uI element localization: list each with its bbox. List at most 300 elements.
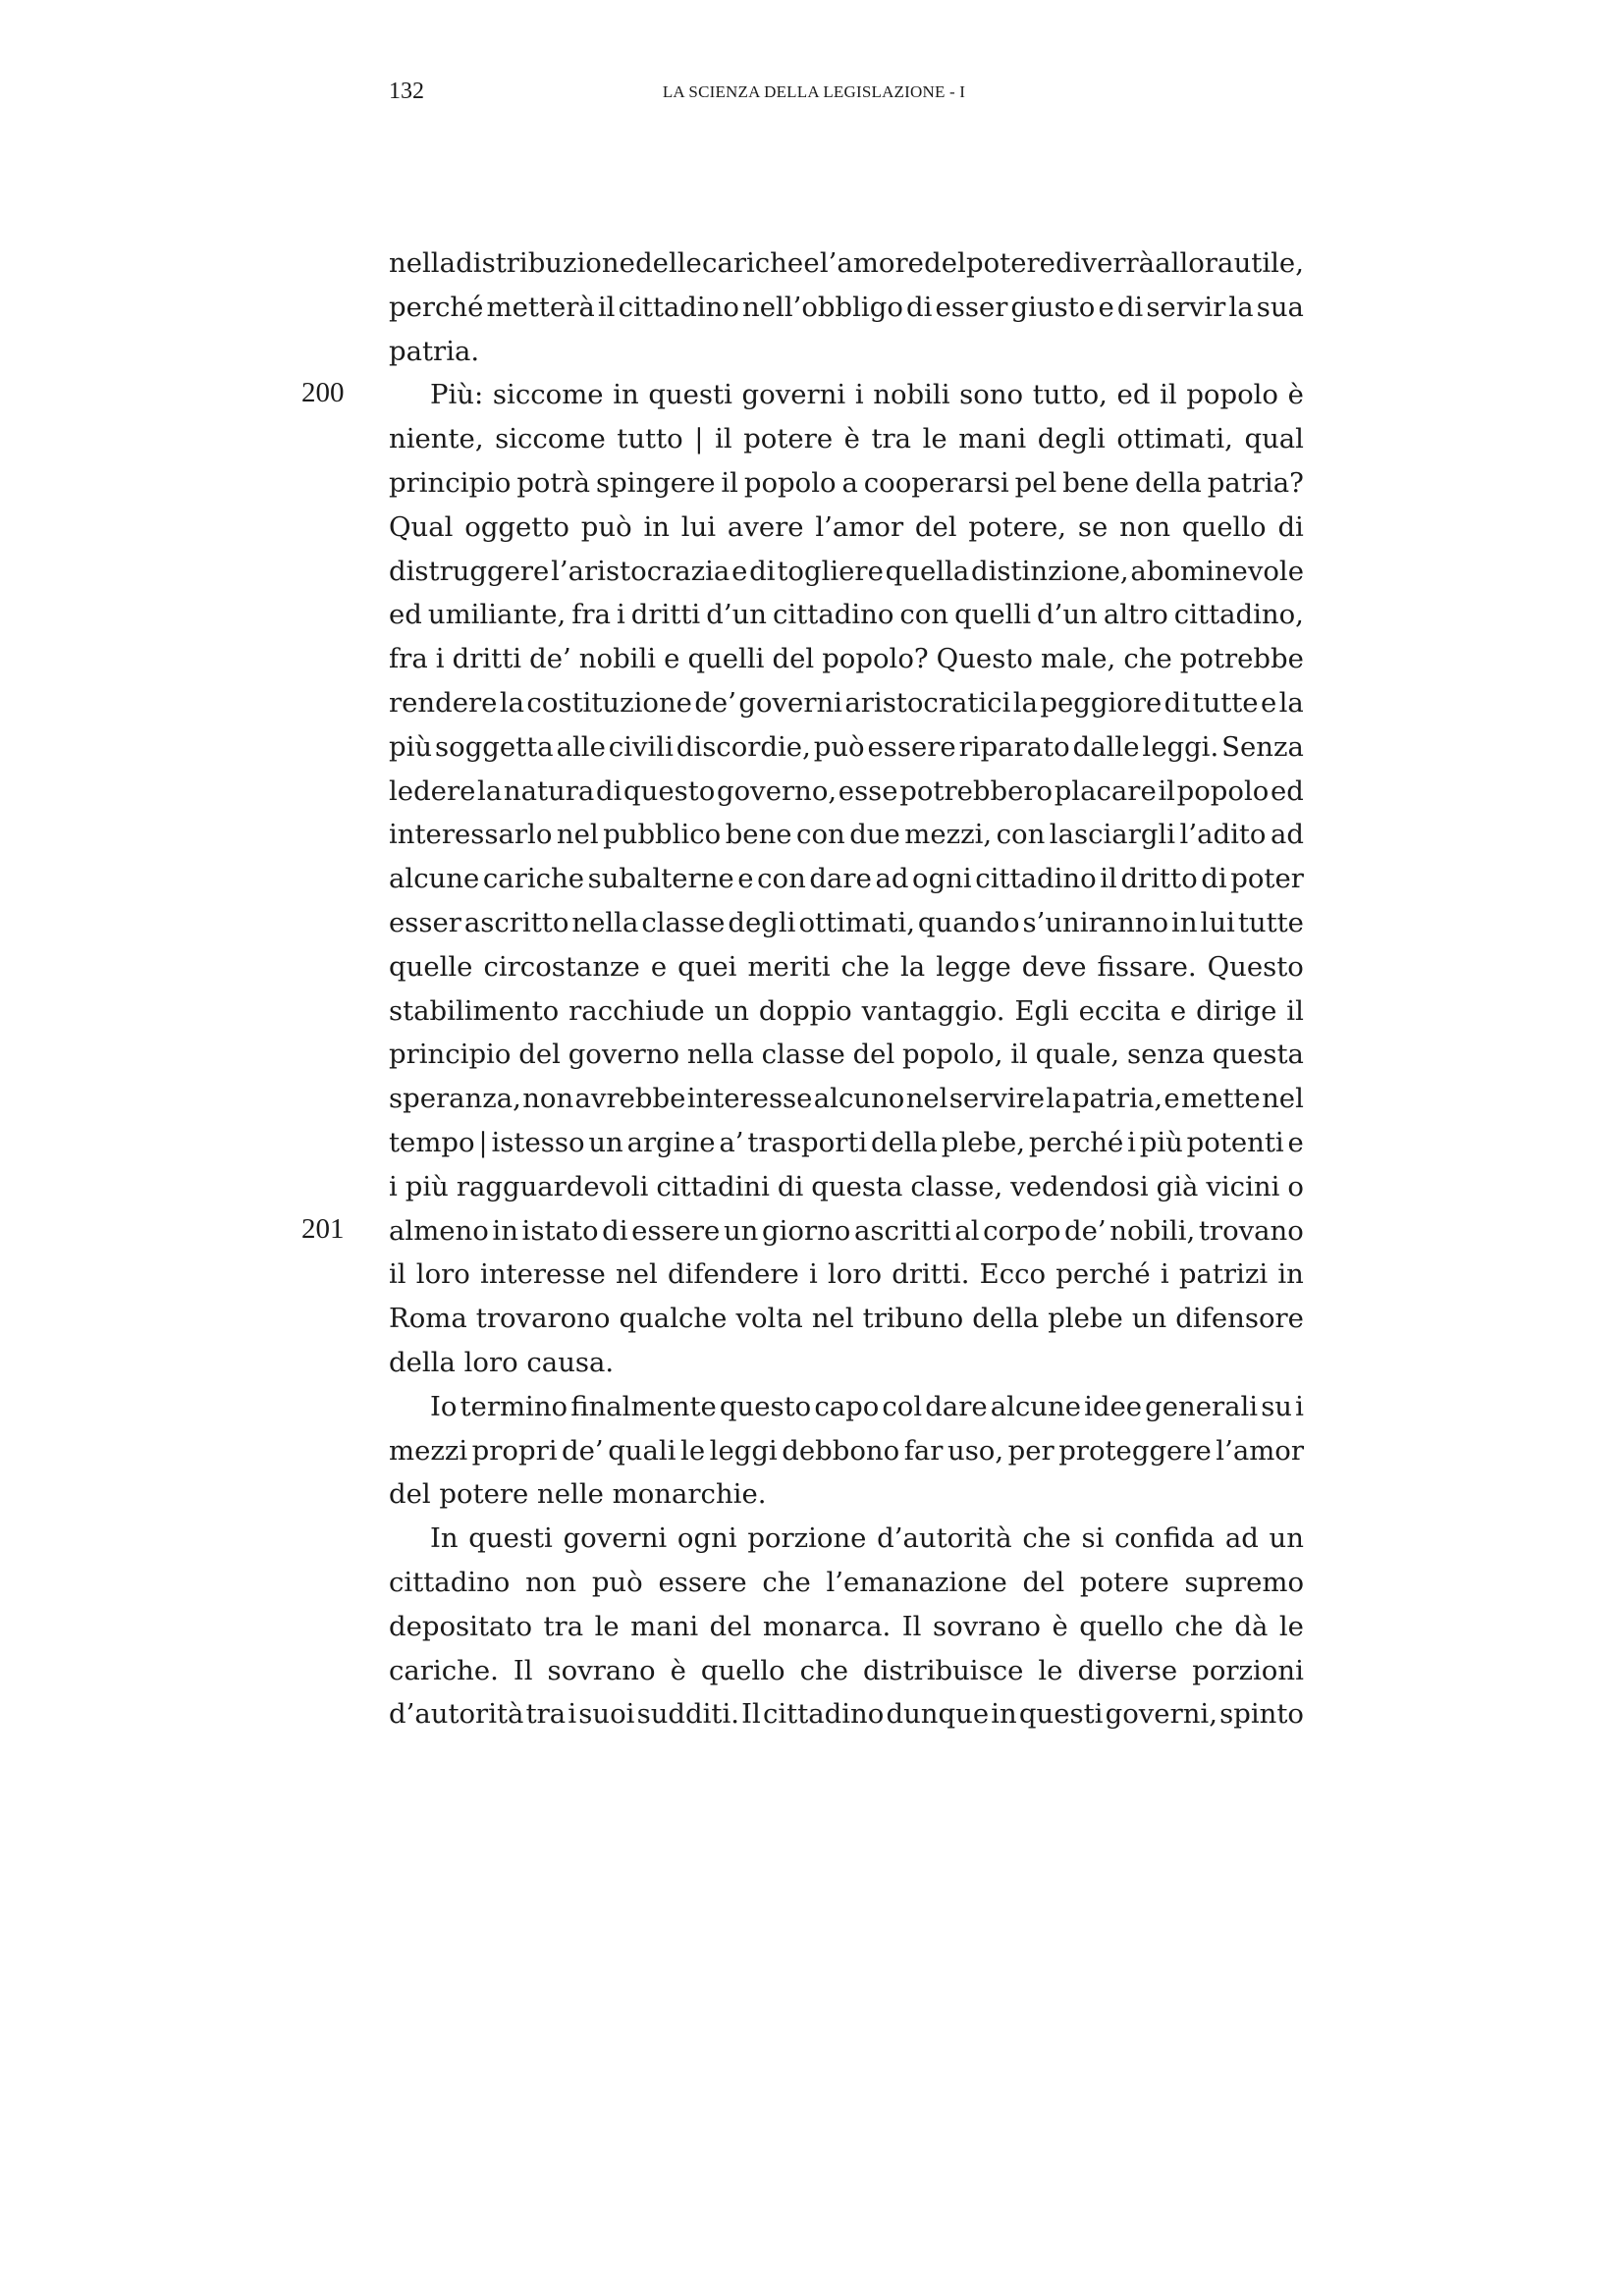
word: cittadini <box>656 1170 770 1202</box>
line-text: della loro causa. <box>389 1346 615 1378</box>
word: nobili <box>578 643 657 675</box>
text-line <box>389 1429 1304 1473</box>
word: se <box>1077 510 1109 543</box>
word: in <box>613 379 639 411</box>
text-line <box>389 725 1304 770</box>
word: supremo <box>1184 1566 1304 1598</box>
word: diverrà <box>1055 247 1156 279</box>
page-number: 132 <box>389 79 424 104</box>
word: quelli <box>687 643 765 675</box>
word: sua <box>1256 291 1304 323</box>
word: stabilimento <box>389 994 560 1027</box>
word: la <box>1046 1083 1071 1115</box>
word: riparato <box>958 730 1070 763</box>
word: quello <box>1181 510 1267 543</box>
word: distinzione, <box>971 555 1129 587</box>
word: ledere <box>389 774 476 807</box>
word: e <box>1163 1083 1180 1115</box>
word: volta <box>735 1303 803 1335</box>
word: di <box>1201 863 1227 895</box>
word: mani <box>630 1610 699 1642</box>
word: difensore <box>1175 1303 1304 1335</box>
word: dritti. <box>892 1258 970 1291</box>
word: del <box>914 510 957 543</box>
word: a <box>841 466 858 499</box>
word: sudditi. <box>636 1698 740 1731</box>
word: classe, <box>910 1170 1003 1202</box>
word: interessarlo <box>389 819 553 851</box>
word: | <box>478 1126 488 1158</box>
word: col <box>882 1390 923 1422</box>
word: popolo? <box>822 643 929 675</box>
word: lasciargli <box>1049 819 1176 851</box>
word: i <box>1160 1258 1169 1291</box>
word: due <box>849 819 900 851</box>
word: non <box>522 1083 574 1115</box>
word: questa <box>811 1170 903 1202</box>
word: in <box>1277 1258 1304 1291</box>
word: governi <box>741 379 846 411</box>
word: Roma <box>389 1303 467 1335</box>
word: i <box>1295 1390 1304 1422</box>
running-title: LA SCIENZA DELLA LEGISLAZIONE - I <box>662 82 966 101</box>
word: per <box>1007 1434 1055 1467</box>
word: metterà <box>486 291 595 323</box>
text-line <box>389 1077 1304 1121</box>
word: potenti <box>1186 1126 1284 1158</box>
word: principio <box>389 1039 512 1071</box>
word: cittadino, <box>1173 599 1304 631</box>
word: del <box>924 247 966 279</box>
word: che <box>799 1654 848 1686</box>
word: i <box>809 1258 818 1291</box>
word: ad <box>1270 819 1304 851</box>
word: far <box>903 1434 944 1467</box>
word: del <box>852 1039 895 1071</box>
word: della <box>1134 466 1202 499</box>
word: cittadino <box>618 291 739 323</box>
text-line <box>389 1121 1304 1165</box>
word: l’adito <box>1179 819 1267 851</box>
word: essere <box>631 1214 721 1247</box>
word: dritto <box>1120 863 1198 895</box>
text-line <box>389 1561 1304 1605</box>
word: distribuzione <box>456 247 635 279</box>
text-line <box>389 330 1304 374</box>
word: rendere <box>389 686 498 719</box>
text-line <box>389 770 1304 814</box>
word: giusto <box>1010 291 1096 323</box>
word: potere <box>966 247 1055 279</box>
word: è <box>843 423 860 455</box>
word: nobili, <box>1109 1214 1196 1247</box>
word: dritti <box>452 643 522 675</box>
word: alcune <box>990 1390 1081 1422</box>
word: ascritto <box>463 906 569 938</box>
word: il <box>1100 863 1117 895</box>
word: la <box>900 950 926 983</box>
word: costituzione <box>526 686 692 719</box>
text-line <box>389 373 1304 417</box>
word: questi <box>1018 1698 1104 1731</box>
text-line <box>389 1033 1304 1077</box>
text-line <box>389 901 1304 945</box>
word: togliere <box>777 555 884 587</box>
text-line <box>389 1517 1304 1561</box>
word: questi <box>648 379 732 411</box>
word: circostanze <box>483 950 640 983</box>
word: poter <box>1230 863 1304 895</box>
word: servire <box>948 1083 1046 1115</box>
word: le <box>1038 1654 1063 1686</box>
word: de’ <box>694 686 736 719</box>
word: finalmente <box>570 1390 717 1422</box>
word: in <box>1171 906 1198 938</box>
word: peggiore <box>1040 686 1163 719</box>
word: fra <box>389 643 428 675</box>
word: qualche <box>619 1303 728 1335</box>
word: cittadino <box>762 1698 885 1731</box>
word: porzione <box>747 1522 867 1555</box>
word: quello <box>700 1654 785 1686</box>
word: i <box>389 1170 398 1202</box>
word: Qual <box>389 510 454 543</box>
word: giorno <box>762 1214 851 1247</box>
word: in <box>991 1698 1017 1731</box>
word: racchiude <box>568 994 705 1027</box>
text-line <box>389 1297 1304 1341</box>
word: de’ <box>562 1434 604 1467</box>
word: il <box>715 423 732 455</box>
word: subalterne <box>587 863 734 895</box>
word: servir <box>1146 291 1226 323</box>
word: cittadino <box>773 599 894 631</box>
word: e <box>1260 686 1277 719</box>
word: plebe, <box>941 1126 1026 1158</box>
word: dritti <box>630 599 701 631</box>
word: un <box>1131 1303 1167 1335</box>
word: distribuisce <box>862 1654 1024 1686</box>
word: cariche <box>702 247 804 279</box>
word: altro <box>1103 599 1168 631</box>
word: l’emanazione <box>826 1566 1007 1598</box>
word: discordie, <box>676 730 811 763</box>
word: un <box>723 1214 759 1247</box>
word: sovrano <box>932 1610 1041 1642</box>
word: è <box>1052 1610 1068 1642</box>
word: con <box>796 819 845 851</box>
word: la <box>499 686 525 719</box>
word: bene <box>1062 466 1130 499</box>
text-line <box>389 1209 1304 1254</box>
text-line <box>389 813 1304 857</box>
text-line <box>389 417 1304 461</box>
word: con <box>757 863 806 895</box>
word: leggi <box>709 1434 778 1467</box>
word: monarca. <box>762 1610 892 1642</box>
word: non <box>525 1566 577 1598</box>
word: bene <box>725 819 792 851</box>
word: quelle <box>389 950 473 983</box>
word: un <box>1269 1522 1304 1555</box>
word: istato <box>521 1214 599 1247</box>
text-line <box>389 461 1304 506</box>
word: umiliante, <box>427 599 567 631</box>
word: il <box>1158 774 1175 807</box>
word: civili <box>608 730 674 763</box>
word: più <box>405 1170 449 1202</box>
word: è <box>1287 379 1304 411</box>
word: dirige <box>1196 994 1277 1027</box>
word: di <box>1163 686 1191 719</box>
word: perché <box>389 291 484 323</box>
word: di <box>1116 291 1144 323</box>
word: e <box>664 643 680 675</box>
word: quali <box>608 1434 676 1467</box>
word: del <box>518 1039 561 1071</box>
word: è <box>670 1654 686 1686</box>
word: mani <box>958 423 1027 455</box>
word: può <box>591 1566 643 1598</box>
word: esser <box>389 906 461 938</box>
word: nel <box>615 1258 658 1291</box>
word: difendere <box>667 1258 799 1291</box>
word: d’autorità <box>389 1698 524 1731</box>
body-text <box>389 241 1304 1736</box>
word: natura <box>503 774 595 807</box>
word: tra <box>525 1698 567 1731</box>
word: ad <box>1224 1522 1259 1555</box>
word: ogni <box>912 863 972 895</box>
text-line <box>389 1649 1304 1693</box>
word: alcune <box>389 863 480 895</box>
text-line <box>389 550 1304 594</box>
word: su <box>1261 1390 1293 1422</box>
word: lui <box>680 510 717 543</box>
word: di <box>1277 510 1304 543</box>
word: con <box>996 819 1046 851</box>
word: pubblico <box>603 819 722 851</box>
word: tutto, <box>1032 379 1108 411</box>
word: interesse <box>686 1083 813 1115</box>
text-line <box>389 506 1304 550</box>
word: di <box>602 1214 628 1247</box>
word: governi, <box>1105 1698 1217 1731</box>
text-line <box>389 857 1304 901</box>
word: esser <box>935 291 1008 323</box>
word: vicini <box>1206 1170 1280 1202</box>
text-line <box>389 1472 1304 1517</box>
word: tribuno <box>862 1303 964 1335</box>
word: trovarono <box>475 1303 611 1335</box>
word: suoi <box>578 1698 635 1731</box>
word: che <box>1123 643 1172 675</box>
margin-number: 200 <box>301 377 345 409</box>
text-line <box>389 945 1304 989</box>
word: di <box>595 774 622 807</box>
word: trovano <box>1198 1214 1304 1247</box>
word: patrizi <box>1178 1258 1269 1291</box>
word: sovrano <box>547 1654 656 1686</box>
word: del <box>772 643 815 675</box>
text-line <box>389 1692 1304 1736</box>
word: ottimati, <box>1116 423 1233 455</box>
word: con <box>899 599 949 631</box>
text-line <box>389 286 1304 330</box>
word: già <box>1156 1170 1199 1202</box>
word: l’aristocrazia <box>551 555 730 587</box>
word: cariche <box>482 863 585 895</box>
word: di <box>777 1170 804 1202</box>
word: quando <box>917 906 1020 938</box>
word: aristocratici <box>844 686 1011 719</box>
word: Senza <box>1221 730 1304 763</box>
word: questi <box>468 1522 553 1555</box>
word: ad <box>875 863 909 895</box>
word: l’amor <box>815 510 904 543</box>
word: e <box>803 247 820 279</box>
word: questa <box>1212 1039 1304 1071</box>
word: dare <box>809 863 872 895</box>
word: governi <box>738 686 842 719</box>
word: istesso <box>491 1126 585 1158</box>
word: questo <box>719 1390 812 1422</box>
word: oggetto <box>464 510 569 543</box>
word: generali <box>1145 1390 1259 1422</box>
word: almeno <box>389 1214 489 1247</box>
word: essere <box>867 730 956 763</box>
word: allora <box>1155 247 1234 279</box>
word: nella <box>389 247 456 279</box>
word: speranza, <box>389 1083 521 1115</box>
word: essere <box>658 1566 747 1598</box>
word: Il <box>901 1610 922 1642</box>
word: s’uniranno <box>1022 906 1169 938</box>
word: ottimati, <box>798 906 915 938</box>
word: e <box>737 863 754 895</box>
word: i <box>568 1698 577 1731</box>
word: placare <box>1054 774 1157 807</box>
word: fra <box>571 599 611 631</box>
word: depositato <box>389 1610 532 1642</box>
word: potrebbe <box>1179 643 1304 675</box>
text-line <box>389 989 1304 1034</box>
word: popolo, <box>902 1039 1003 1071</box>
word: le <box>680 1434 706 1467</box>
word: potrebbero <box>899 774 1054 807</box>
word: proteggere <box>1058 1434 1212 1467</box>
word: al <box>954 1214 980 1247</box>
word: e <box>731 555 748 587</box>
word: d’un <box>706 599 768 631</box>
text-line <box>389 1341 1304 1385</box>
word: quei <box>677 950 737 983</box>
word: il <box>1010 1039 1028 1071</box>
word: tra <box>871 423 912 455</box>
word: patria, <box>1071 1083 1163 1115</box>
word: mezzi <box>389 1434 468 1467</box>
word: lui <box>1200 906 1235 938</box>
word: meriti <box>747 950 831 983</box>
word: cooperarsi <box>863 466 1009 499</box>
word: di <box>749 555 776 587</box>
word: si <box>1081 1522 1105 1555</box>
word: fissare. <box>1097 950 1197 983</box>
word: il <box>597 291 616 323</box>
word: alle <box>556 730 606 763</box>
word: dunque <box>886 1698 990 1731</box>
word: della <box>871 1126 938 1158</box>
word: uso, <box>947 1434 1004 1467</box>
word: de’ <box>1064 1214 1107 1247</box>
word: eccita <box>1078 994 1161 1027</box>
word: e <box>1098 291 1114 323</box>
word: che <box>1174 1610 1223 1642</box>
word: la <box>1012 686 1038 719</box>
margin-number: 201 <box>301 1212 345 1245</box>
word: dalle <box>1072 730 1140 763</box>
word: qual <box>1244 423 1304 455</box>
word: classe <box>641 906 726 938</box>
word: popolo <box>743 466 837 499</box>
word: debbono <box>782 1434 900 1467</box>
word: tempo <box>389 1126 475 1158</box>
word: loro <box>415 1258 470 1291</box>
word: tutto <box>617 423 683 455</box>
word: e <box>1169 994 1187 1027</box>
word: pel <box>1014 466 1057 499</box>
word: degli <box>728 906 796 938</box>
word: nel <box>905 1083 948 1115</box>
word: spingere <box>595 466 716 499</box>
word: il <box>721 466 738 499</box>
word: mette <box>1181 1083 1261 1115</box>
word: i <box>435 643 445 675</box>
word: il <box>1286 994 1304 1027</box>
word: classe <box>761 1039 845 1071</box>
word: ed <box>1270 774 1304 807</box>
word: che <box>840 950 891 983</box>
text-line <box>389 1605 1304 1649</box>
word: tutte <box>1237 906 1304 938</box>
word: Il <box>741 1698 761 1731</box>
word: nella <box>571 906 639 938</box>
word: cittadino <box>975 863 1097 895</box>
word: | <box>694 423 704 455</box>
word: sono <box>959 379 1024 411</box>
word: a’ <box>719 1126 744 1158</box>
word: tutte <box>1192 686 1259 719</box>
word: potere <box>1079 1566 1169 1598</box>
word: dare <box>925 1390 988 1422</box>
text-line <box>389 593 1304 637</box>
word: cittadino <box>389 1566 511 1598</box>
word: delle <box>635 247 702 279</box>
word: utile, <box>1233 247 1304 279</box>
word: patria? <box>1207 466 1304 499</box>
word: cariche. <box>389 1654 499 1686</box>
word: perché <box>1055 1258 1151 1291</box>
word: il <box>389 1258 406 1291</box>
word: tra <box>543 1610 584 1642</box>
word: del <box>1022 1566 1065 1598</box>
word: ogni <box>676 1522 737 1555</box>
word: Più: <box>430 379 484 411</box>
word: diverse <box>1077 1654 1178 1686</box>
word: doppio <box>758 994 852 1027</box>
word: principio <box>389 466 512 499</box>
word: deve <box>1021 950 1087 983</box>
